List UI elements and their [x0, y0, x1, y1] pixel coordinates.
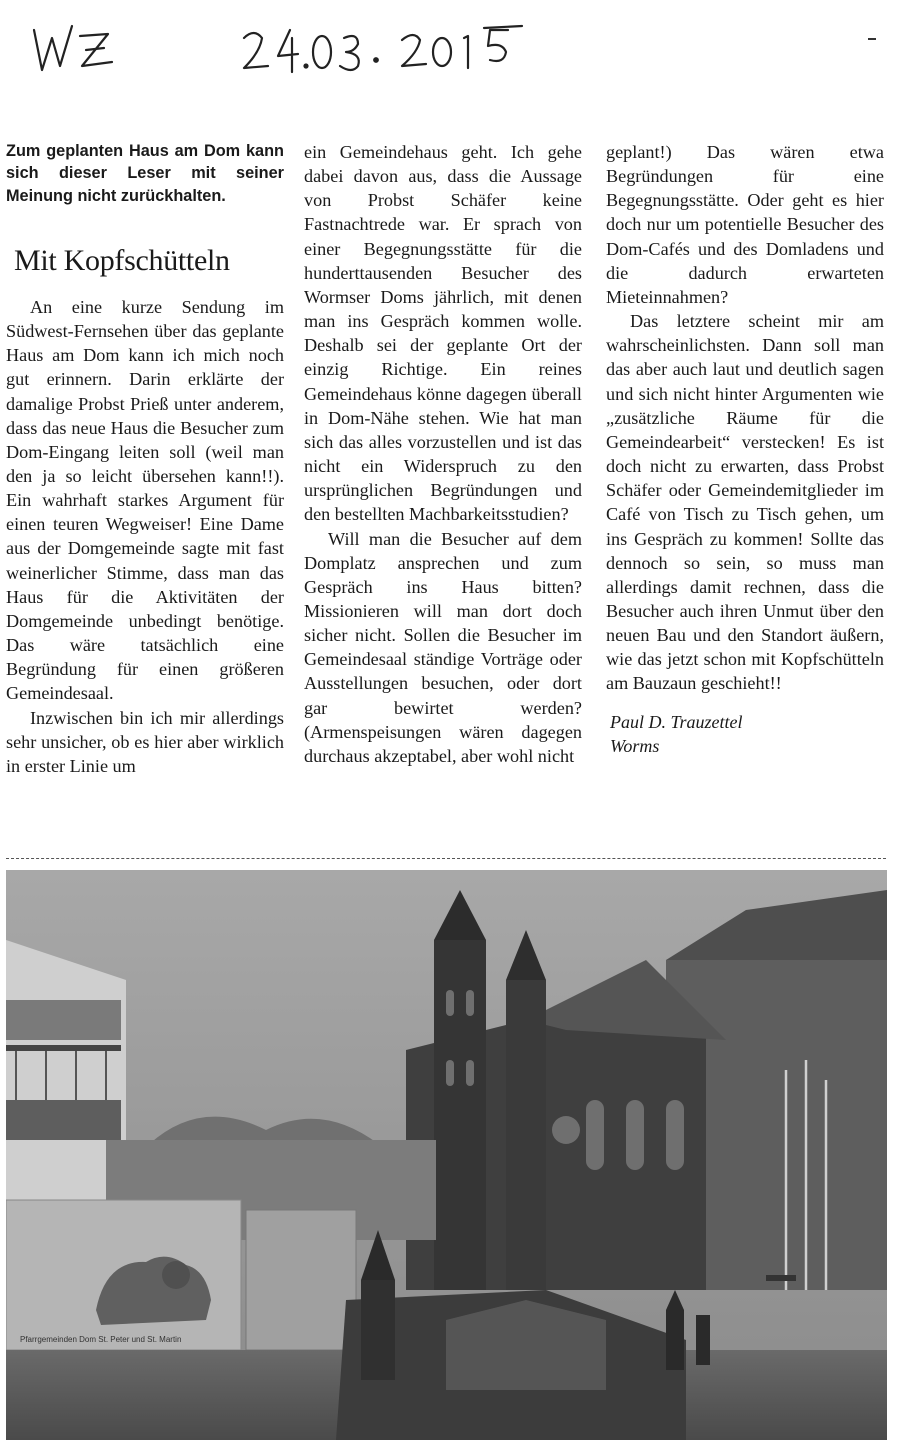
author-city: Worms: [610, 735, 660, 756]
column-2-body: [304, 140, 582, 768]
paragraph: Inzwischen bin ich mir allerdings sehr unsicher, ob es hier aber wirklich in erster Linie um: [6, 707, 284, 776]
handwriting-strokes: [22, 8, 722, 88]
paragraph: Will man die Besucher auf dem Domplatz ansprechen und zum Gespräch ins Haus bitten? Missionieren will man dort doch sicher nicht. Sollen die Besucher im Gemeindesaal ständige Vorträge oder Ausstellungen besuchen, oder dort gar bewirtet werden? (Armenspeisungen wären dagegen durchaus akzeptabel, aber wohl nicht: [304, 528, 582, 766]
article-intro: Zum geplanten Haus am Dom kann sich dieser Leser mit seiner Meinung nicht zurückhalten.: [6, 142, 284, 205]
plaque-caption: Pfarrgemeinden Dom St. Peter und St. Martin: [20, 1335, 182, 1344]
paragraph: Das letztere scheint mir am wahrscheinlichsten. Dann soll man das aber auch laut und deutlich sagen und sich nicht hinter Argumenten wie „zusätzliche Räume für die Gemeindearbeit“ verstecken! Es ist doch nicht zu erwarten, dass Probst Schäfer oder Gemeindemitglieder im Café von Tisch zu Tisch gehen, um ins Gespräch zu kommen! Sollte das dennoch so sein, so muss man allerdings damit rechnen, dass die Besucher auch ihren Unmut über den neuen Bau und den Standort äußern, wie das jetzt schon mit Kopfschütteln am Bauzaun geschieht!!: [606, 311, 884, 694]
signature-block: [606, 710, 884, 758]
paragraph: An eine kurze Sendung im Südwest-Fernsehen über das geplante Haus am Dom kann ich mich noch gut erinnern. Darin erklärte der damalige Probst Prieß unter anderem, dass das neue Haus die Besucher zum Dom-Eingang leiten soll (weil man den ja so leicht übersehen kann!!). Ein wahrhaft starkes Argument für einen teuren Wegweiser! Eine Dame aus der Domgemeinde sagte mit fast weinerlicher Stimme, dass man das Haus für die Aktivitäten der Domgemeinde unbedingt benötige. Das wäre tatsächlich eine Begründung für einen größeren Gemeindesaal.: [6, 296, 284, 704]
article-headline: Mit Kopfschütteln: [14, 243, 230, 277]
column-3-body: [606, 140, 884, 696]
section-divider: [6, 858, 886, 859]
article-column-3: [606, 140, 884, 758]
article-column-2: [304, 140, 582, 768]
column-1-body: [6, 295, 284, 778]
author-name: Paul D. Trauzettel: [610, 711, 743, 732]
article-column-1: [6, 140, 284, 778]
handwritten-annotation: [22, 8, 722, 88]
paragraph: ein Gemeindehaus geht. Ich gehe dabei davon aus, dass die Aussage von Probst Schäfer keine Fastnachtrede war. Er sprach von einer Begegnungsstätte für die hunderttausenden Besucher des Wormser Doms jährlich, mit denen man ins Gespräch kommen wolle. Deshalb sei der geplante Ort der einzig Richtige. Ein reines Gemeindehaus könne dagegen überall in Dom-Nähe stehen. Wie hat man sich das alles vorzustellen und ist das nicht ein Widerspruch zu den ursprünglichen Begründungen und den bestellten Machbarkeitsstudien?: [304, 142, 582, 525]
paragraph: geplant!) Das wären etwa Begründungen für eine Begegnungsstätte. Oder geht es hier doch nur um potentielle Besucher des Dom-Cafés und des Domladens und die dadurch erwarteten Mieteinnahmen?: [606, 142, 884, 307]
photo-illustration: [6, 870, 887, 1440]
stray-mark: [868, 38, 876, 40]
cathedral-photo: [6, 870, 887, 1440]
